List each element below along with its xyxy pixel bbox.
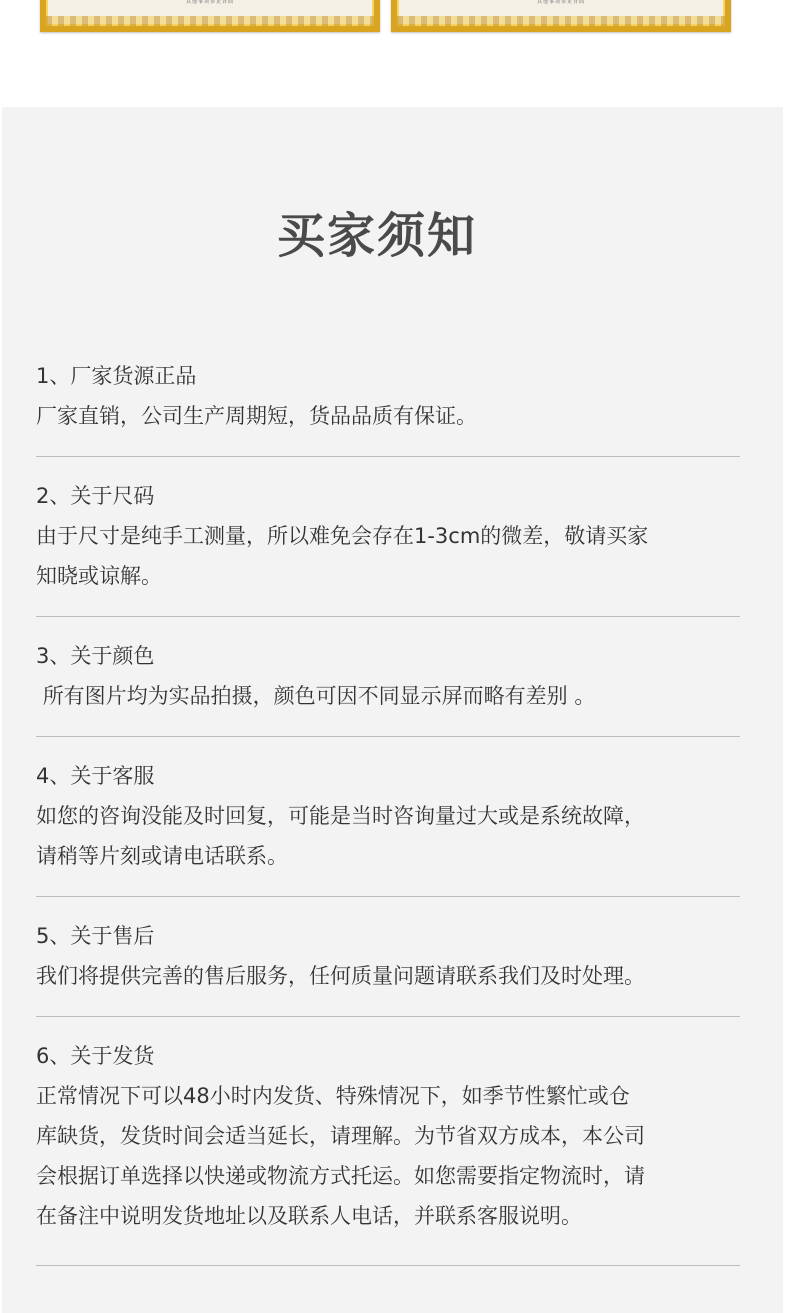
section-body: 厂家直销，公司生产周期短，货品品质有保证。	[36, 404, 477, 428]
notice-section-shipping	[36, 1036, 740, 1266]
certificate-frame	[40, 0, 380, 32]
buyer-notice-panel	[2, 107, 783, 1313]
notice-title: 买家须知	[276, 208, 477, 264]
notice-section-customer-service	[36, 756, 740, 897]
section-body: 由于尺寸是纯手工测量，所以难免会存在1-3cm的微差，敬请买家 知晓或谅解。	[36, 524, 649, 588]
section-body: 所有图片均为实品拍摄，颜色可因不同显示屏而略有差别 。	[36, 684, 596, 708]
certificate-caption: 其他事项参见背面	[536, 0, 585, 5]
notice-section-authentic	[36, 356, 740, 457]
notice-section-size	[36, 476, 740, 617]
notice-section-color	[36, 636, 740, 737]
certificate-frames	[0, 0, 790, 40]
section-body: 如您的咨询没能及时回复，可能是当时咨询量过大或是系统故障， 请稍等片刻或请电话联系。	[36, 804, 645, 868]
section-heading: 4、关于客服	[36, 764, 155, 788]
section-heading: 2、关于尺码	[36, 484, 155, 508]
section-heading: 5、关于售后	[36, 924, 155, 948]
section-body: 我们将提供完善的售后服务，任何质量问题请联系我们及时处理。	[36, 964, 645, 988]
section-heading: 1、厂家货源正品	[36, 364, 197, 388]
notice-section-after-sales	[36, 916, 740, 1017]
section-body: 正常情况下可以48小时内发货、特殊情况下，如季节性繁忙或仓 库缺货，发货时间会适当延长，请理解。为节省双方成本，本公司 会根据订单选择以快递或物流方式托运。如您需要指定物流时，请 在备注中说明发货地址以及联系人电话，并联系客服说明。	[36, 1084, 645, 1228]
certificate-caption: 其他事项参见背面	[185, 0, 234, 5]
certificate-frame	[391, 0, 731, 32]
section-heading: 3、关于颜色	[36, 644, 155, 668]
section-heading: 6、关于发货	[36, 1044, 155, 1068]
